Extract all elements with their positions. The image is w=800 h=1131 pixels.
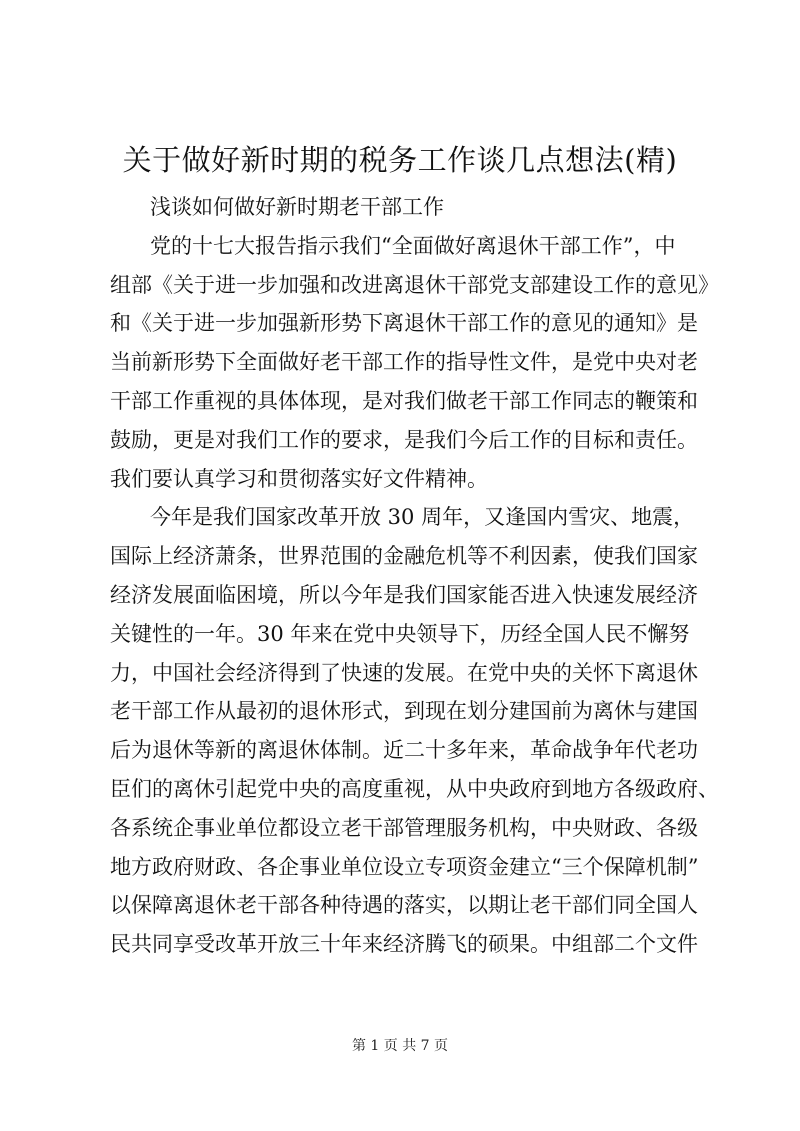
body-line: 今年是我们国家改革开放 30 周年，又逢国内雪灾、地震， <box>150 505 695 530</box>
body-line: 国际上经济萧条，世界范围的金融危机等不利因素，使我们国家 <box>110 544 698 569</box>
body-line: 和《关于进一步加强新形势下离退休干部工作的意见的通知》是 <box>110 311 698 336</box>
body-line: 关键性的一年。30 年来在党中央领导下，历经全国人民不懈努 <box>110 621 690 646</box>
body-line: 后为退休等新的离退休体制。近二十多年来，革命战争年代老功 <box>110 738 698 763</box>
body-line: 干部工作重视的具体体现，是对我们做老干部工作同志的鞭策和 <box>110 388 698 413</box>
body-line: 臣们的离休引起党中央的高度重视，从中央政府到地方各级政府、 <box>110 776 719 801</box>
body-line: 民共同享受改革开放三十年来经济腾飞的硕果。中组部二个文件 <box>110 932 698 957</box>
body-line: 我们要认真学习和贯彻落实好文件精神。 <box>110 466 488 491</box>
body-line: 当前新形势下全面做好老干部工作的指导性文件，是党中央对老 <box>110 350 698 375</box>
body-line: 鼓励，更是对我们工作的要求，是我们今后工作的目标和责任。 <box>110 427 698 452</box>
body-line: 经济发展面临困境，所以今年是我们国家能否进入快速发展经济 <box>110 582 698 607</box>
body-line: 党的十七大报告指示我们“全面做好离退休干部工作”，中 <box>150 233 676 258</box>
body-line: 以保障离退休老干部各种待遇的落实，以期让老干部们同全国人 <box>110 893 698 918</box>
document-title: 关于做好新时期的税务工作谈几点想法(精) <box>122 143 678 177</box>
page-number-footer: 第 1 页 共 7 页 <box>351 1038 449 1054</box>
document-body <box>110 188 720 964</box>
body-line: 浅谈如何做好新时期老干部工作 <box>150 195 444 219</box>
body-line: 组部《关于进一步加强和改进离退休干部党支部建设工作的意见》 <box>110 272 719 297</box>
body-line: 各系统企事业单位都设立老干部管理服务机构，中央财政、各级 <box>110 815 698 840</box>
body-line: 力，中国社会经济得到了快速的发展。在党中央的关怀下离退休 <box>110 660 698 685</box>
body-line: 老干部工作从最初的退休形式，到现在划分建国前为离休与建国 <box>110 699 698 724</box>
body-line: 地方政府财政、各企事业单位设立专项资金建立“三个保障机制” <box>110 854 699 879</box>
